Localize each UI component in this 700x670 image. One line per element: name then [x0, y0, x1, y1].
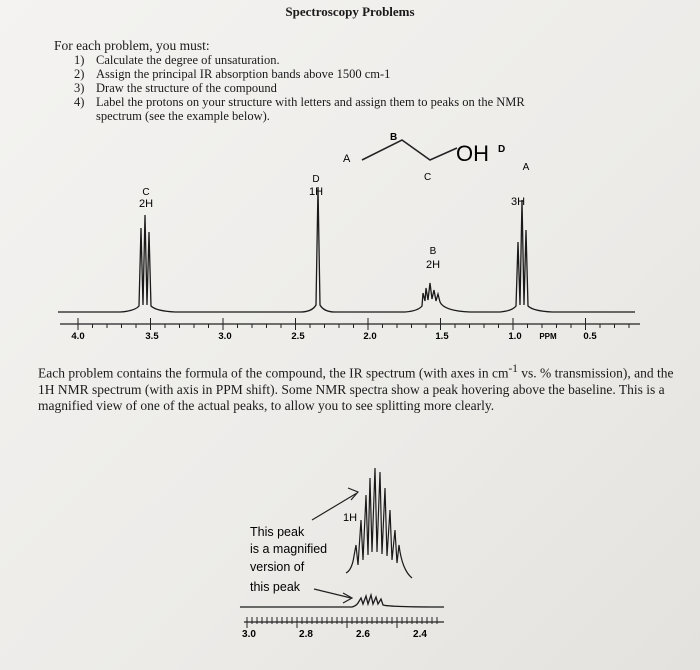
ppm-tick-label: 1.0	[508, 331, 522, 342]
structure-group: OH	[456, 141, 489, 166]
magnified-tick-label: 2.8	[299, 629, 313, 640]
instruction-number: 4)	[74, 95, 85, 109]
magnified-tick-label: 3.0	[242, 629, 256, 640]
structure-label-d: D	[498, 144, 506, 155]
intro-text: For each problem, you must:	[54, 38, 210, 53]
molecule-structure	[343, 132, 505, 183]
peak-a-letter: A	[522, 162, 530, 173]
magnified-count: 1H	[342, 512, 358, 524]
nmr-spectrum	[58, 162, 640, 342]
ppm-tick-label: 2.0	[363, 331, 377, 342]
magnified-tick-label: 2.4	[413, 629, 427, 640]
peak-d-count: 1H	[308, 186, 324, 198]
magnified-baseline	[240, 595, 444, 607]
structure-label-a: A	[343, 153, 351, 165]
ppm-unit-label: PPM	[539, 332, 557, 341]
instruction-number: 2)	[74, 67, 85, 81]
structure-label-b: B	[390, 132, 398, 143]
magnified-peak-figure	[240, 468, 444, 640]
magnified-caption-line: this peak	[250, 580, 301, 594]
ppm-tick-label: 0.5	[583, 331, 597, 342]
peak-c-count: 2H	[138, 198, 154, 210]
ppm-tick-label: 3.5	[145, 331, 159, 342]
instruction-text: Assign the principal IR absorption bands above 1500 cm-1	[96, 67, 391, 81]
peak-b-letter: B	[429, 246, 437, 257]
ppm-tick-label: 3.0	[218, 331, 232, 342]
peak-c-letter: C	[142, 187, 150, 198]
magnify-arrow-head	[348, 488, 358, 500]
instruction-continuation: spectrum (see the example below).	[96, 109, 270, 123]
description-paragraph	[38, 361, 678, 414]
magnified-tick-label: 2.6	[356, 629, 370, 640]
description-text-part1: Each problem contains the formula of the compound, the IR spectrum (with axes in cm	[38, 365, 509, 381]
ppm-tick-label: 2.5	[291, 331, 305, 342]
peak-a-count: 3H	[510, 196, 526, 208]
magnified-caption-line: version of	[250, 560, 305, 574]
instruction-number: 1)	[74, 53, 85, 67]
ppm-tick-label: 1.5	[435, 331, 449, 342]
instruction-number: 3)	[74, 81, 85, 95]
instruction-text: Draw the structure of the compound	[96, 81, 277, 95]
instruction-text: Calculate the degree of unsaturation.	[96, 53, 280, 67]
page-title: Spectroscopy Problems	[285, 4, 415, 19]
peak-b-count: 2H	[425, 259, 441, 271]
description-superscript: -1	[508, 363, 518, 375]
description-text-part2: vs. % transmission), and the 1H NMR spectrum (with axis in PPM shift). Some NMR spectra show a peak hovering above the baseline. This is a magnified view of one of the actual peaks, to allow you to see splitting more clearly.	[38, 365, 674, 413]
peak-d-letter: D	[312, 174, 320, 185]
structure-label-c: C	[424, 172, 432, 183]
magnified-caption-line: This peak	[250, 525, 305, 539]
instruction-text: Label the protons on your structure with letters and assign them to peaks on the NMR	[96, 95, 525, 109]
baseline-arrow-line	[314, 589, 351, 598]
ppm-tick-label: 4.0	[71, 331, 85, 342]
skeletal-bonds	[362, 140, 457, 160]
magnified-caption-line: is a magnified	[250, 542, 328, 556]
